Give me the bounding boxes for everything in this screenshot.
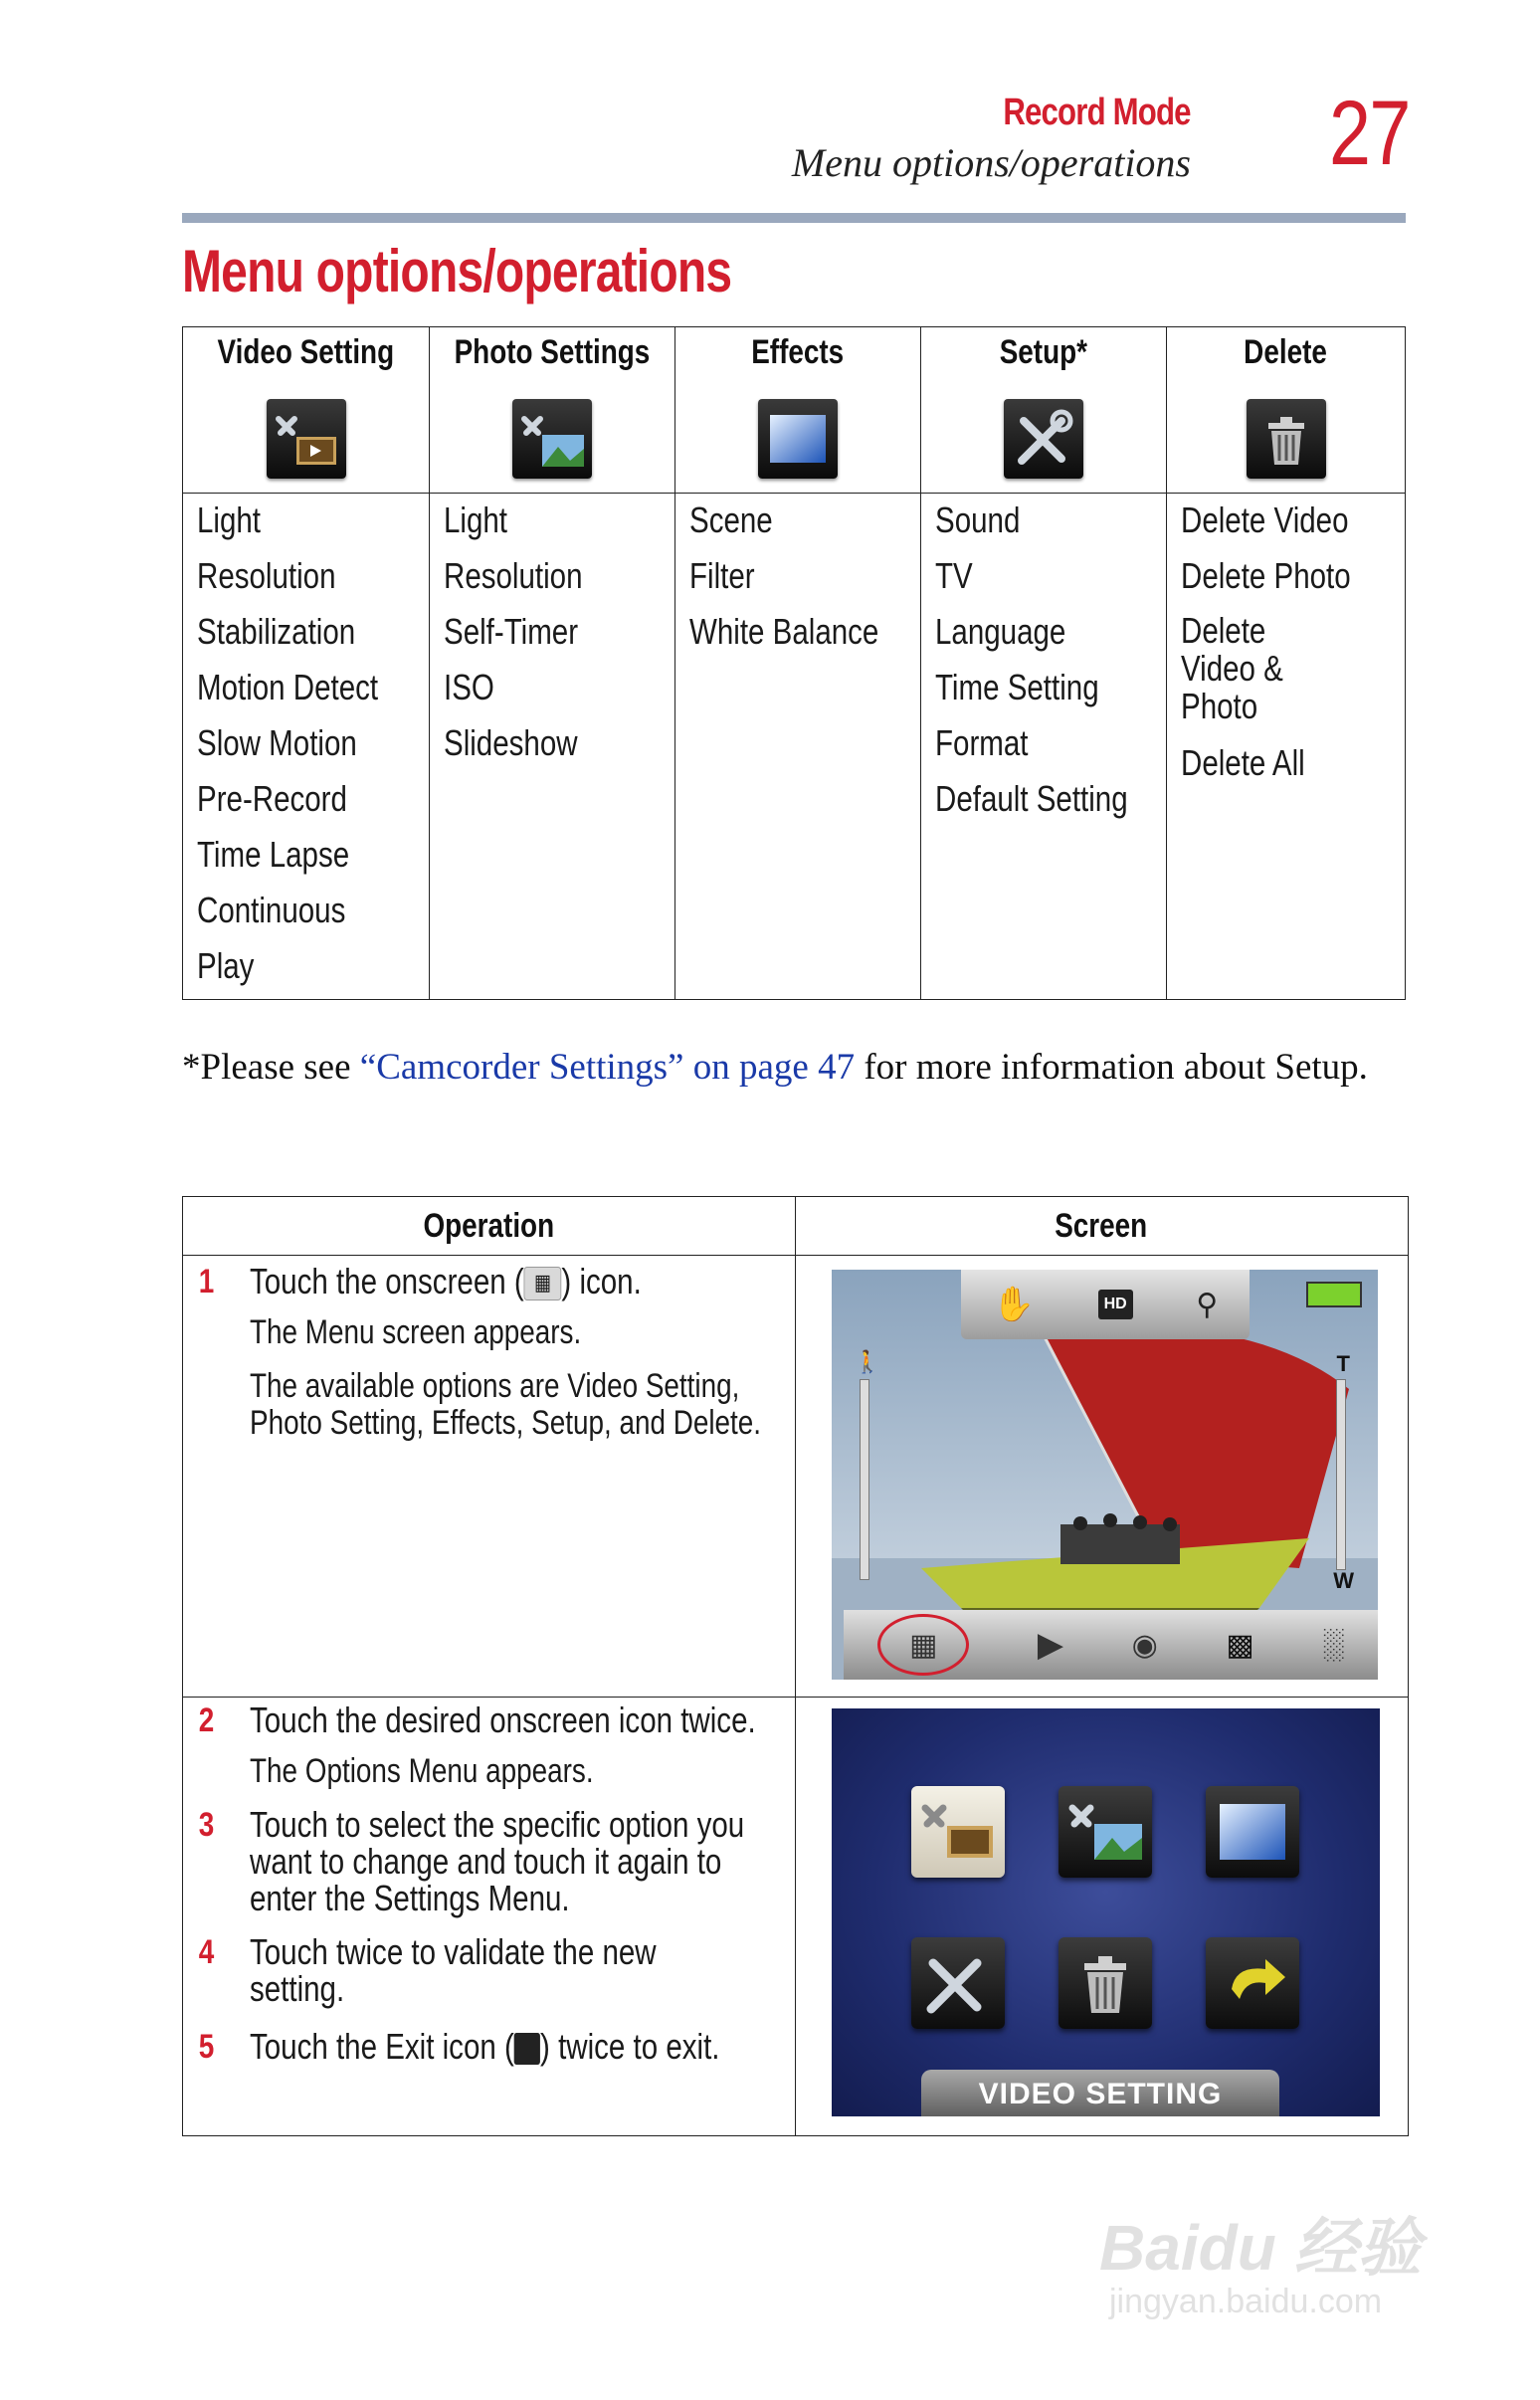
camcorder-settings-link[interactable]: “Camcorder Settings” on page 47 bbox=[359, 1047, 856, 1088]
screen-header: Screen bbox=[1055, 1207, 1147, 1245]
column-header: Delete bbox=[1244, 333, 1328, 371]
menu-option: Pre-Record bbox=[197, 778, 347, 819]
header-rule bbox=[182, 213, 1406, 223]
menu-option: Filter bbox=[689, 555, 755, 596]
column-header: Setup* bbox=[999, 333, 1088, 371]
setup-footnote bbox=[182, 1045, 1416, 1091]
step-2-result: The Options Menu appears. bbox=[250, 1752, 594, 1790]
menu-option: Resolution bbox=[197, 555, 336, 596]
menu-option: Motion Detect bbox=[197, 667, 379, 707]
step-1-result: The Menu screen appears. bbox=[250, 1313, 582, 1351]
battery-icon bbox=[1306, 1282, 1362, 1307]
menu-option: Stabilization bbox=[197, 611, 356, 652]
effects-icon bbox=[758, 399, 838, 479]
note-prefix: *Please see bbox=[182, 1047, 360, 1088]
setup-icon[interactable] bbox=[911, 1937, 1005, 2029]
column-effects bbox=[674, 327, 920, 999]
menu-option: Slideshow bbox=[444, 722, 578, 763]
column-header: Video Setting bbox=[217, 333, 395, 371]
menu-option: Format bbox=[935, 722, 1029, 763]
menu-option: Resolution bbox=[444, 555, 583, 596]
step-text: Touch the desired onscreen icon twice. bbox=[250, 1700, 756, 1740]
video-setting-icon bbox=[267, 399, 346, 479]
menu-option: Delete Video & Photo bbox=[1181, 610, 1283, 726]
setup-icon bbox=[1004, 399, 1083, 479]
camera-live-screen bbox=[832, 1270, 1378, 1680]
menu-option: Scene bbox=[689, 500, 773, 540]
step-1-detail: The available options are Video Setting, Photo Setting, Effects, Setup, and Delete. bbox=[250, 1367, 762, 1442]
menu-option: White Balance bbox=[689, 611, 879, 652]
menu-option: Light bbox=[444, 500, 508, 540]
step-text: Touch the onscreen ( bbox=[250, 1261, 524, 1301]
camera-top-toolbar bbox=[961, 1270, 1250, 1339]
menu-grid-icon[interactable]: ▦ bbox=[877, 1614, 969, 1676]
trash-icon[interactable]: ░ bbox=[1322, 1628, 1344, 1661]
menu-option: Delete Video bbox=[1181, 500, 1349, 540]
menu-grid-icon: ▦ bbox=[524, 1267, 562, 1300]
video-setting-label: VIDEO SETTING bbox=[921, 2070, 1279, 2116]
trash-icon bbox=[1247, 399, 1326, 479]
menu-option: Time Setting bbox=[935, 667, 1099, 707]
column-header: Photo Settings bbox=[454, 333, 651, 371]
menu-option: ISO bbox=[444, 667, 494, 707]
menu-option: Sound bbox=[935, 500, 1021, 540]
zoom-slider-left[interactable] bbox=[860, 1379, 869, 1580]
menu-option: Light bbox=[197, 500, 262, 540]
step-number: 1 bbox=[198, 1263, 215, 1300]
watermark-brand: Baidu 经验 bbox=[1099, 2212, 1422, 2284]
step-text: Touch to select the specific option you want to change and touch it again to enter the Settings Menu. bbox=[250, 1804, 745, 1918]
note-suffix: for more information about Setup. bbox=[855, 1047, 1368, 1088]
step-number: 4 bbox=[198, 1933, 215, 1971]
camera-icon[interactable]: ◉ bbox=[1131, 1628, 1158, 1662]
exit-icon bbox=[514, 2033, 540, 2065]
menu-option: Continuous bbox=[197, 890, 346, 930]
page-number: 27 bbox=[1329, 83, 1410, 184]
column-photo-settings bbox=[429, 327, 674, 999]
column-header: Effects bbox=[751, 333, 845, 371]
menu-options-table bbox=[182, 326, 1406, 1000]
zoom-out-person-icon: 🚶 bbox=[854, 1349, 881, 1374]
column-video-setting bbox=[183, 327, 429, 999]
photo-setting-icon[interactable] bbox=[1059, 1786, 1152, 1878]
exit-icon[interactable] bbox=[1206, 1937, 1299, 2029]
step-text: ) icon. bbox=[561, 1261, 642, 1301]
menu-option: TV bbox=[935, 555, 973, 596]
section-label: Record Mode bbox=[1003, 92, 1191, 133]
photo-setting-icon bbox=[512, 399, 592, 479]
step-text: Touch twice to validate the new setting. bbox=[250, 1931, 657, 2009]
options-menu-screen bbox=[832, 1708, 1380, 2116]
operation-header: Operation bbox=[423, 1207, 555, 1245]
camera-bottom-toolbar bbox=[844, 1610, 1378, 1680]
zoom-tele-label: T bbox=[1336, 1351, 1350, 1376]
zoom-slider-right[interactable] bbox=[1336, 1379, 1346, 1570]
playback-icon[interactable]: ▶ bbox=[1037, 1626, 1064, 1664]
section-subtitle: Menu options/operations bbox=[791, 140, 1191, 185]
video-setting-icon[interactable] bbox=[911, 1786, 1005, 1878]
baidu-watermark bbox=[1099, 2197, 1477, 2356]
step-text: Touch the Exit icon ( bbox=[250, 2026, 514, 2067]
step-number: 2 bbox=[198, 1701, 215, 1739]
zoom-wide-label: W bbox=[1333, 1568, 1354, 1593]
column-setup bbox=[920, 327, 1166, 999]
macro-icon[interactable]: ⚲ bbox=[1196, 1288, 1219, 1321]
step-number: 3 bbox=[198, 1806, 215, 1844]
step-number: 5 bbox=[198, 2028, 215, 2066]
hd-resolution-icon[interactable]: HD bbox=[1098, 1290, 1133, 1319]
menu-option: Language bbox=[935, 611, 1066, 652]
effects-icon[interactable] bbox=[1206, 1786, 1299, 1878]
menu-option: Self-Timer bbox=[444, 611, 579, 652]
step-text: ) twice to exit. bbox=[540, 2026, 720, 2067]
menu-option: Delete All bbox=[1181, 742, 1305, 783]
menu-option: Time Lapse bbox=[197, 834, 350, 875]
watermark-url: jingyan.baidu.com bbox=[1109, 2283, 1383, 2320]
video-mode-icon[interactable]: ▩ bbox=[1226, 1628, 1254, 1662]
menu-option: Slow Motion bbox=[197, 722, 357, 763]
column-delete bbox=[1166, 327, 1405, 999]
menu-option: Default Setting bbox=[935, 778, 1128, 819]
trash-icon[interactable] bbox=[1059, 1937, 1152, 2029]
stabilization-hand-icon[interactable]: ✋ bbox=[992, 1286, 1036, 1323]
menu-option: Play bbox=[197, 945, 255, 986]
page-title: Menu options/operations bbox=[182, 238, 732, 304]
menu-option: Delete Photo bbox=[1181, 555, 1351, 596]
